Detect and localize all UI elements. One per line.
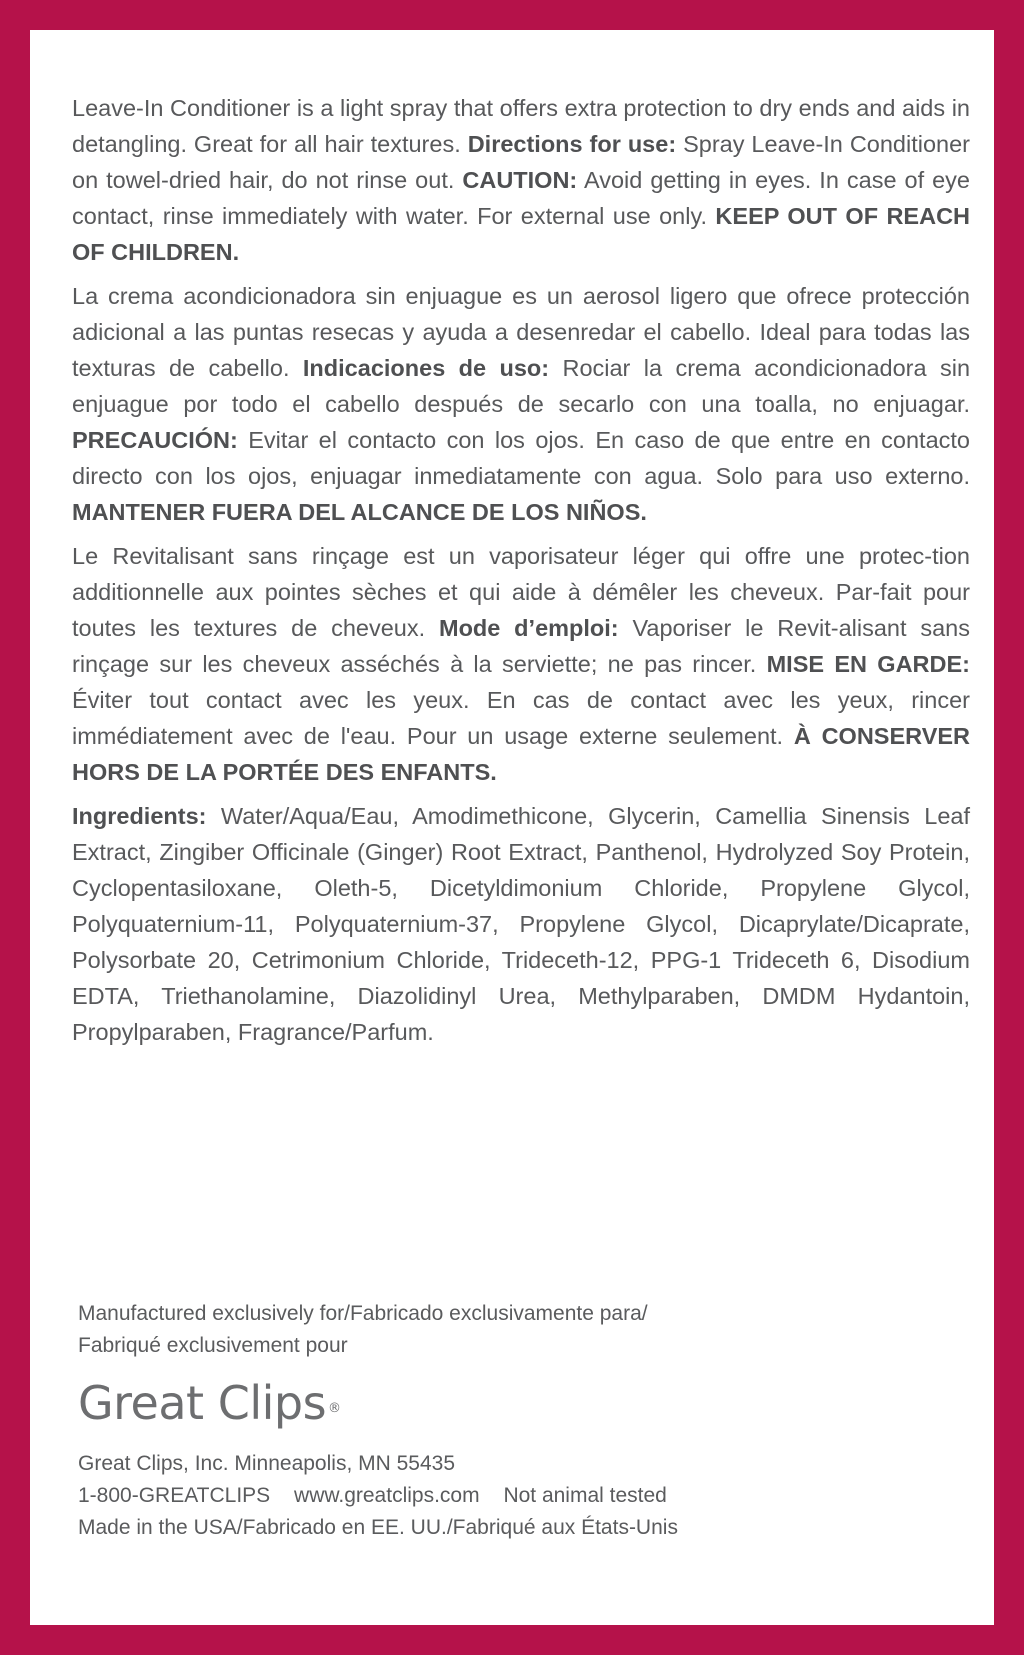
french-paragraph: [72, 538, 970, 790]
animal-testing-note: Not animal tested: [503, 1484, 667, 1507]
ingredients-text: Water/Aqua/Eau, Amodimethicone, Glycerin, Camellia Sinensis Leaf Extract, Zingiber Officinale (Ginger) Root Extract, Panthenol, Hydrolyzed Soy Protein, Cyclopentasiloxane, Oleth-5, Dicetyldimonium Chloride, Propylene Glycol, Polyquaternium-11, Polyquaternium-37, Propylene Glycol, Dicaprylate/Dicaprate, Polysorbate 20, Cetrimonium Chloride, Trideceth-12, PPG-1 Trideceth 6, Disodium EDTA, Triethanolamine, Diazolidinyl Urea, Methylparaben, DMDM Hydantoin, Propylparaben, Fragrance/Parfum.: [72, 803, 971, 1045]
spanish-caution-label: PRECAUCIÓN:: [72, 427, 238, 453]
english-warning: KEEP OUT OF REACH OF CHILDREN.: [72, 203, 971, 265]
english-caution-label: CAUTION:: [462, 167, 578, 193]
french-warning: À CONSERVER HORS DE LA PORTÉE DES ENFANTS.: [72, 723, 971, 785]
great-clips-logo: [78, 1376, 778, 1430]
spanish-warning: MANTENER FUERA DEL ALCANCE DE LOS NIÑOS.: [72, 499, 647, 525]
label-content: [72, 90, 970, 1058]
spanish-intro: La crema acondicionadora sin enjuague es un aerosol ligero que ofrece protección adicional a las puntas resecas y ayuda a desenredar el cabello. Ideal para todas las texturas de cabello.: [72, 283, 970, 381]
french-intro: Le Revitalisant sans rinçage est un vaporisateur léger qui offre une protec-tion additionnelle aux pointes sèches et qui aide à démêler les cheveux. Par-fait pour toutes les textures de cheveux.: [72, 543, 970, 641]
website-link: www.greatclips.com: [294, 1484, 480, 1507]
spanish-caution-text: Evitar el contacto con los ojos. En caso de que entre en contacto directo con los ojos, enjuagar inmediatamente con agua. Solo para uso externo.: [72, 427, 971, 489]
french-directions-text: Vaporiser le Revit-alisant sans rinçage sur les cheveux asséchés à la serviette; ne pas rincer.: [72, 615, 970, 677]
french-caution-label: MISE EN GARDE:: [766, 651, 970, 677]
label-panel: [30, 30, 994, 1625]
french-caution-text: Éviter tout contact avec les yeux. En cas de contact avec les yeux, rincer immédiatement avec de l'eau. Pour un usage externe seulement.: [72, 687, 970, 749]
logo-wordmark: Great Clips: [78, 1376, 327, 1430]
english-intro: Leave-In Conditioner is a light spray that offers extra protection to dry ends and aids in detangling. Great for all hair textures.: [72, 95, 970, 157]
french-directions-label: Mode d’emploi:: [439, 615, 619, 641]
english-caution-text: Avoid getting in eyes. In case of eye contact, rinse immediately with water. For external use only.: [72, 167, 971, 229]
made-in-line: Made in the USA/Fabricado en EE. UU./Fabriqué aux États-Unis: [78, 1516, 678, 1539]
manufactured-line-1: Manufactured exclusively for/Fabricado exclusivamente para/: [78, 1302, 648, 1325]
english-directions-text: Spray Leave-In Conditioner on towel-dried hair, do not rinse out.: [72, 131, 971, 193]
manufactured-line-2: Fabriqué exclusivement pour: [78, 1334, 348, 1357]
spanish-directions-label: Indicaciones de uso:: [302, 355, 550, 381]
phone-number: 1-800-GREATCLIPS: [78, 1484, 271, 1507]
english-paragraph: [72, 90, 970, 270]
spanish-directions-text: Rociar la crema acondicionadora sin enjuague por todo el cabello después de secarlo con una toalla, no enjuagar.: [72, 355, 971, 417]
spanish-paragraph: [72, 278, 970, 530]
manufacturer-footer: [78, 1298, 778, 1544]
ingredients-paragraph: [72, 798, 970, 1050]
registered-mark: ®: [328, 1401, 341, 1416]
contact-line: [78, 1480, 778, 1512]
english-directions-label: Directions for use:: [467, 131, 677, 157]
ingredients-label: Ingredients:: [72, 803, 207, 829]
company-address: Great Clips, Inc. Minneapolis, MN 55435: [78, 1452, 456, 1475]
